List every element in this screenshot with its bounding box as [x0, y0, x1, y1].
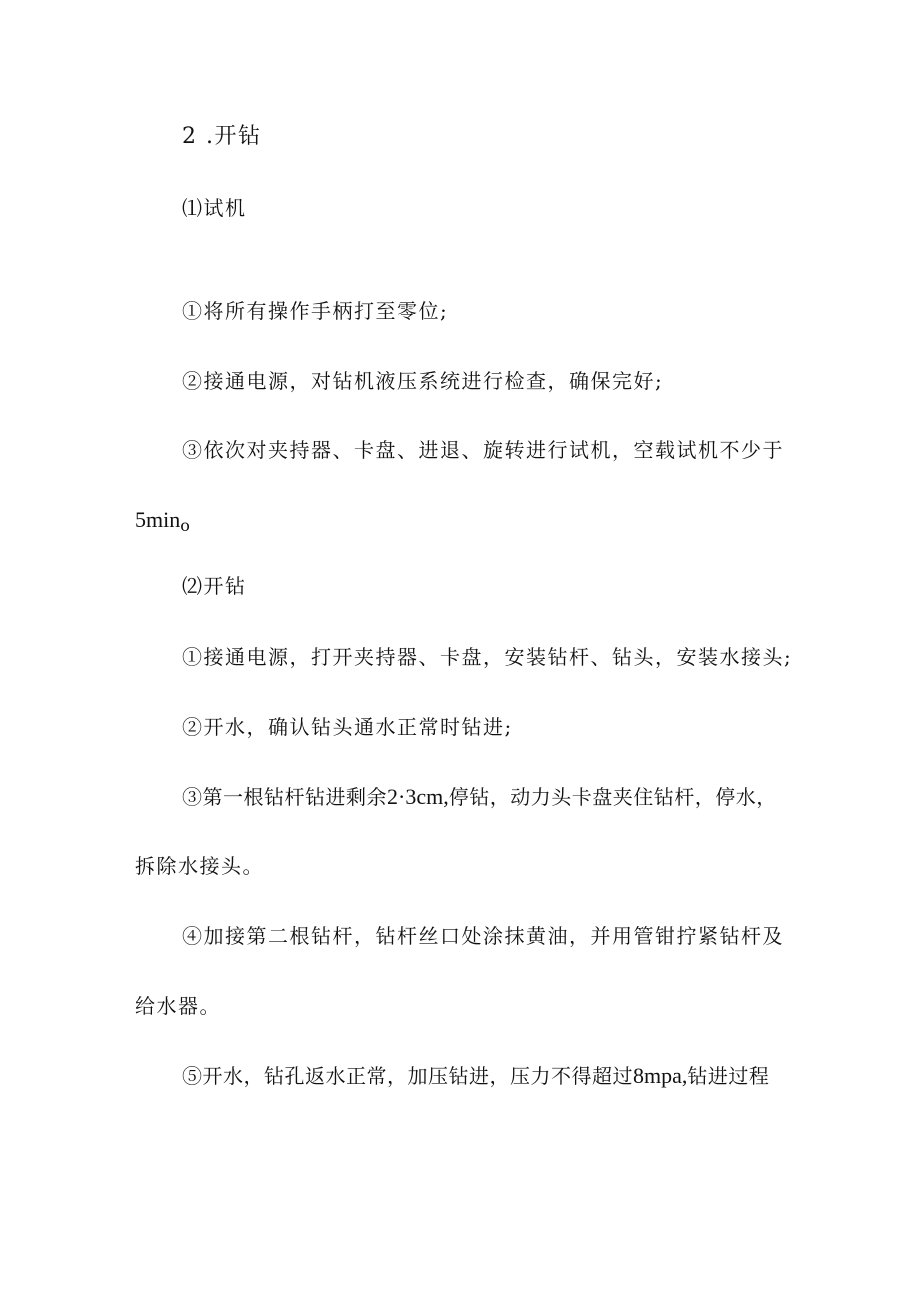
pressure-limit-value: 8mpa,: [633, 1063, 688, 1088]
subsection-title-trial: ⑴试机: [182, 196, 247, 220]
subsection-title-drilling: ⑵开钻: [182, 574, 247, 598]
remaining-length-value: 2·3cm,: [387, 784, 449, 809]
trial-step-2: ②接通电源，对钻机液压系统进行检查，确保完好;: [182, 369, 664, 393]
drill-step-1: ①接通电源，打开夹持器、卡盘，安装钻杆、钻头，安装水接头;: [182, 645, 793, 669]
drill-step-3-part-a: ③第一根钻杆钻进剩余: [182, 785, 387, 809]
drill-step-3-continuation: 拆除水接头。: [135, 854, 264, 878]
drill-step-5: [182, 1063, 769, 1089]
trial-step-3: ③依次对夹持器、卡盘、进退、旋转进行试机，空载试机不少于: [182, 438, 784, 462]
drill-step-3: [182, 784, 777, 810]
drill-step-5-part-c: 钻进过程: [687, 1064, 770, 1088]
drill-step-5-part-a: ⑤开水，钻孔返水正常，加压钻进，压力不得超过: [182, 1064, 633, 1088]
drill-step-4-continuation: 给水器。: [135, 994, 221, 1018]
drill-step-2: ②开水，确认钻头通水正常时钻进;: [182, 715, 513, 739]
sentence-end-mark: o: [180, 516, 192, 535]
drill-step-3-part-c: 停钻，动力头卡盘夹住钻杆，停水，: [448, 785, 777, 809]
trial-step-3-continuation: [135, 507, 191, 539]
trial-step-1: ①将所有操作手柄打至零位;: [182, 299, 449, 323]
duration-value: 5min: [135, 507, 181, 532]
section-heading: 2 .开钻: [182, 124, 262, 149]
drill-step-4: ④加接第二根钻杆，钻杆丝口处涂抹黄油，并用管钳拧紧钻杆及: [182, 924, 784, 948]
